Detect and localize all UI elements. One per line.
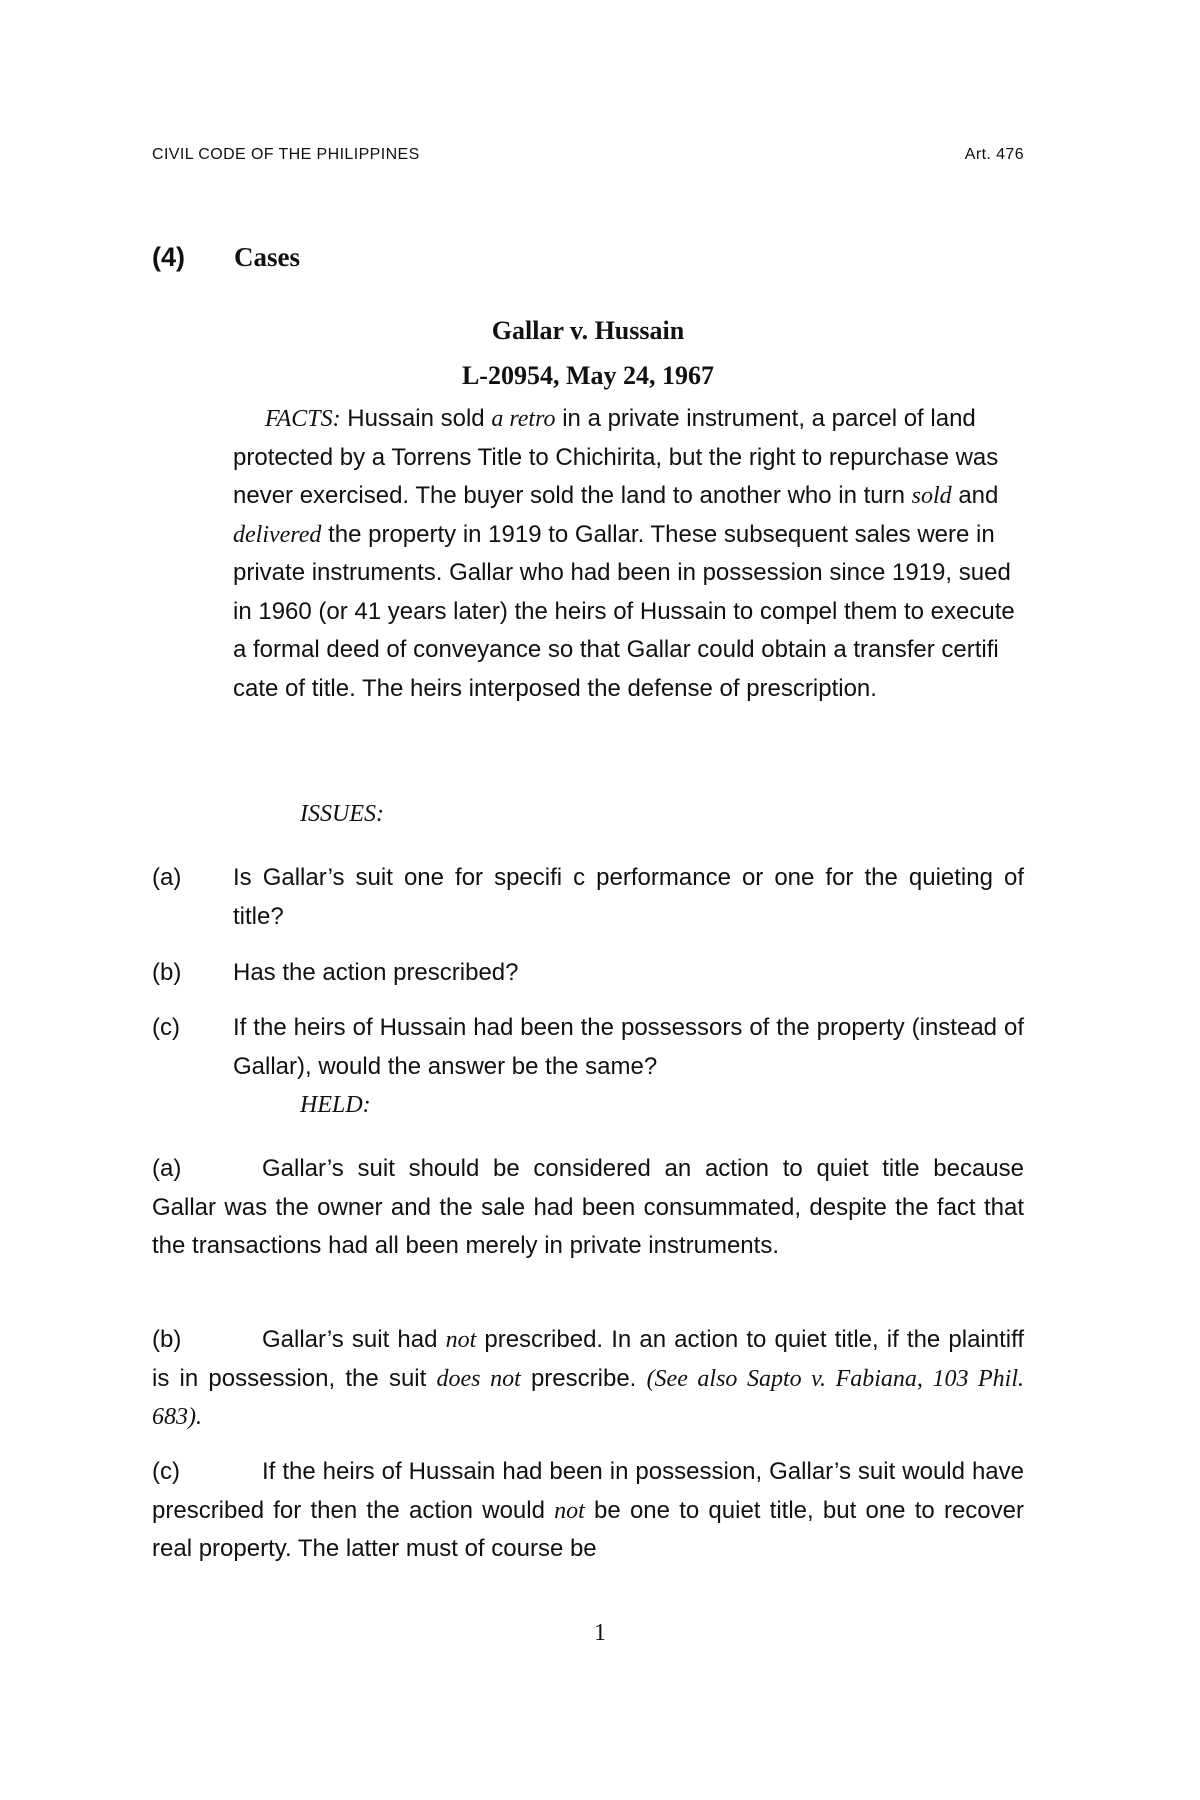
case-citation: L-20954, May 24, 1967 xyxy=(461,361,715,390)
held-b-citation: (See also Sapto v. Fabiana, 103 Phil. 683). xyxy=(152,1365,1024,1430)
held-label: HELD: xyxy=(300,1092,371,1118)
facts-label: FACTS: xyxy=(265,406,341,432)
case-name: Gallar v. Hussain xyxy=(491,316,685,345)
held-a-text: Gallar’s suit should be considered an action to quiet title because Gallar was the owner and the sale had been consummated, despite the fact that the transactions had all been merely in private instruments. xyxy=(152,1155,1024,1259)
issue-b-marker: (b) xyxy=(152,959,182,986)
held-b-italic-2: does not xyxy=(436,1365,521,1392)
held-b-marker: (b) xyxy=(152,1326,182,1353)
held-b-text-2: prescribed. In an action to quiet title, if the plaintiff is in possession, the suit xyxy=(152,1326,1025,1392)
section-title: Cases xyxy=(234,242,300,272)
held-c-text-1: If the heirs of Hussain had been in possession, Gallar’s suit would have prescribed for then the action would xyxy=(152,1458,1024,1524)
case-title xyxy=(152,308,1024,398)
issue-c-marker: (c) xyxy=(152,1014,180,1041)
held-c-marker: (c) xyxy=(152,1458,180,1485)
section-number: (4) xyxy=(152,242,185,272)
page-number: 1 xyxy=(594,1620,606,1646)
facts-text-4: the property in 1919 to Gallar. These subsequent sales were in private instruments. Gallar who had been in possession since 1919, sued in 1960 (or 41 years later) the heirs of Hussain to compel them to execute a formal deed of conveyance so that Gallar could obtain a transfer certifi cate of title. The heirs interposed the defense of prescription. xyxy=(233,520,1015,702)
issues-label: ISSUES: xyxy=(300,801,384,827)
issue-b xyxy=(152,954,1024,993)
held-a xyxy=(152,1150,1024,1266)
facts-text-1: Hussain sold xyxy=(340,405,492,432)
held-a-marker: (a) xyxy=(152,1155,182,1182)
issue-a-marker: (a) xyxy=(152,864,182,891)
running-head-title: CIVIL CODE OF THE PHILIPPINES xyxy=(152,146,420,163)
facts-italic-2: sold xyxy=(911,483,952,509)
issue-a xyxy=(152,859,1024,936)
held-b-text-1: Gallar’s suit had xyxy=(262,1326,446,1353)
issue-c xyxy=(152,1009,1024,1086)
facts-italic-1: a retro xyxy=(491,406,556,432)
issue-b-text: Has the action prescribed? xyxy=(233,959,519,986)
facts-italic-3: delivered xyxy=(233,521,322,548)
facts-paragraph xyxy=(233,400,1023,708)
held-c-italic-1: not xyxy=(554,1497,585,1524)
held-b xyxy=(152,1321,1024,1437)
held-b-italic-1: not xyxy=(445,1327,477,1353)
facts-text-3: and xyxy=(951,482,999,509)
running-head-article: Art. 476 xyxy=(964,146,1024,163)
issue-a-text: Is Gallar’s suit one for specifi c performance or one for the quieting of title? xyxy=(233,864,1024,930)
held-b-text-3: prescribe. xyxy=(520,1364,647,1392)
held-c-text-2: be one to quiet title, but one to recover real property. The latter must of course be xyxy=(152,1496,1024,1562)
section-heading xyxy=(152,242,300,273)
held-c xyxy=(152,1453,1024,1569)
facts-text-2: in a private instrument, a parcel of land protected by a Torrens Title to Chichirita, but the right to repurchase was never exercised. The buyer sold the land to another who in turn xyxy=(233,405,999,509)
issue-c-text: If the heirs of Hussain had been the possessors of the property (instead of Gallar), would the answer be the same? xyxy=(233,1014,1024,1080)
